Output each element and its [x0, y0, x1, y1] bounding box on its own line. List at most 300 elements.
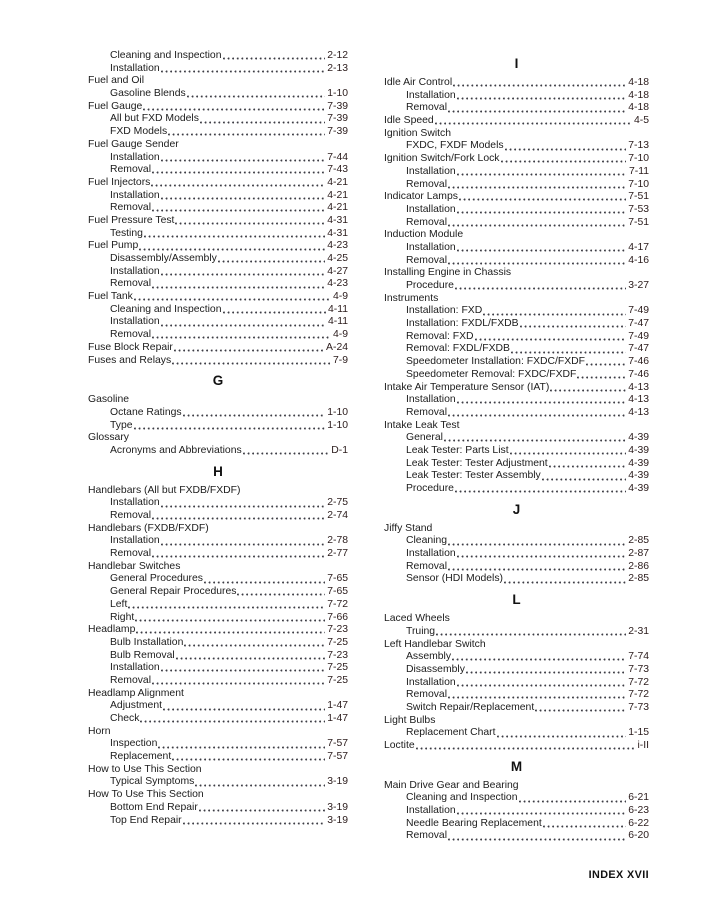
entry-label: Removal — [406, 830, 447, 842]
entry-label: Headlamp — [88, 624, 136, 636]
entry-label: Induction Module — [384, 229, 464, 241]
entry-page-number: 7-23 — [327, 624, 348, 636]
index-entry — [88, 253, 348, 266]
index-entry — [88, 278, 348, 291]
entry-label: Disassembly — [406, 663, 465, 675]
dot-leader — [511, 351, 626, 354]
index-group-heading — [384, 293, 649, 306]
entry-label: Main Drive Gear and Bearing — [384, 779, 519, 791]
index-entry — [384, 382, 649, 395]
entry-label: Sensor (HDI Models) — [406, 573, 504, 585]
index-entry — [88, 342, 348, 355]
index-entry — [88, 420, 348, 433]
index-group-heading — [88, 561, 348, 574]
section-letter: L — [512, 592, 521, 608]
entry-label: Needle Bearing Replacement — [406, 817, 542, 829]
entry-page-number: 7-65 — [327, 573, 348, 585]
entry-label: Removal — [110, 278, 151, 290]
entry-page-number: 7-47 — [628, 343, 649, 355]
entry-page-number: 4-11 — [327, 316, 348, 328]
entry-label: Procedure — [406, 280, 454, 291]
entry-label: Gasoline Blends — [110, 88, 186, 100]
entry-page-number: 4-31 — [327, 214, 348, 226]
index-entry — [384, 664, 649, 677]
index-entry — [88, 101, 348, 114]
entry-label: Replacement — [110, 751, 172, 763]
entry-page-number: 2-85 — [628, 573, 649, 585]
entry-label: Removal — [110, 202, 151, 214]
entry-label: Installation — [110, 497, 160, 509]
index-entry — [88, 304, 348, 317]
index-group-heading — [88, 485, 348, 498]
entry-page-number: 7-9 — [332, 354, 348, 366]
entry-page-number: 7-25 — [327, 662, 348, 674]
index-entry — [88, 240, 348, 253]
entry-page-number: 4-23 — [327, 278, 348, 290]
dot-leader — [448, 186, 626, 189]
dot-leader — [243, 452, 330, 455]
entry-page-number: 4-39 — [628, 470, 649, 482]
dot-leader — [161, 543, 326, 546]
index-entry — [384, 356, 649, 369]
index-entry — [88, 202, 348, 215]
entry-page-number: 3-19 — [327, 801, 348, 813]
entry-page-number: 2-13 — [327, 62, 348, 74]
index-entry — [88, 535, 348, 548]
dot-leader — [459, 198, 626, 201]
index-entry — [88, 700, 348, 713]
index-entry — [384, 727, 649, 740]
entry-page-number: 7-25 — [327, 636, 348, 648]
index-group-heading — [88, 764, 348, 777]
dot-leader — [184, 644, 325, 647]
index-entry — [88, 113, 348, 126]
entry-label: Type — [110, 419, 133, 431]
entry-page-number: 7-10 — [628, 153, 649, 165]
entry-page-number: 4-39 — [628, 444, 649, 456]
index-entry — [384, 140, 649, 153]
entry-page-number: 7-73 — [628, 663, 649, 675]
entry-label: Left — [110, 598, 128, 610]
dot-leader — [475, 338, 627, 341]
dot-leader — [448, 224, 626, 227]
index-entry — [88, 675, 348, 688]
entry-label: Cleaning and Inspection — [110, 50, 222, 61]
entry-label: Handlebar Switches — [88, 560, 181, 572]
dot-leader — [183, 822, 326, 825]
dot-leader — [223, 311, 326, 314]
index-entry — [384, 548, 649, 561]
index-entry — [384, 255, 649, 268]
entry-label: Bottom End Repair — [110, 801, 198, 813]
dot-leader — [140, 720, 325, 723]
index-entry — [384, 818, 649, 831]
dot-leader — [435, 122, 632, 125]
entry-label: Removal — [110, 510, 151, 521]
index-entry — [88, 152, 348, 165]
index-entry — [384, 90, 649, 103]
dot-leader — [200, 121, 325, 124]
index-entry — [384, 626, 649, 639]
entry-label: Removal — [110, 164, 151, 176]
entry-page-number: 7-49 — [628, 305, 649, 317]
dot-leader — [139, 248, 325, 251]
index-entry — [88, 215, 348, 228]
entry-label: All but FXD Models — [110, 113, 199, 125]
page-footer: INDEX XVII — [588, 869, 649, 881]
index-entry — [384, 191, 649, 204]
entry-page-number: 4-39 — [628, 483, 649, 494]
dot-leader — [542, 478, 626, 481]
index-group-heading — [384, 613, 649, 626]
dot-leader — [455, 490, 626, 493]
dot-leader — [448, 568, 626, 571]
entry-page-number: 7-57 — [327, 751, 348, 763]
dot-leader — [519, 800, 627, 803]
entry-page-number: 7-49 — [628, 330, 649, 342]
entry-label: Removal — [406, 254, 447, 266]
dot-leader — [448, 543, 626, 546]
entry-label: Installation — [110, 265, 160, 277]
dot-leader — [168, 133, 325, 136]
index-group-heading — [384, 715, 649, 728]
entry-label: Installing Engine in Chassis — [384, 267, 512, 279]
entry-label: Typical Symptoms — [110, 776, 195, 788]
index-entry — [384, 166, 649, 179]
entry-page-number: 4-13 — [628, 381, 649, 393]
entry-page-number: 6-21 — [628, 792, 649, 804]
entry-page-number: 1-10 — [327, 88, 348, 100]
entry-page-number: 7-51 — [628, 216, 649, 228]
entry-page-number: 1-10 — [327, 406, 348, 418]
entry-label: Installation — [110, 151, 160, 163]
entry-label: Left Handlebar Switch — [384, 638, 486, 650]
entry-page-number: 4-39 — [628, 432, 649, 444]
entry-label: Fuse Block Repair — [88, 341, 173, 353]
dot-leader — [444, 439, 626, 442]
entry-page-number: 4-16 — [628, 254, 649, 266]
entry-label: Removal: FXD — [406, 330, 474, 342]
entry-label: Removal — [110, 329, 151, 341]
entry-label: Removal — [406, 560, 447, 572]
entry-page-number: 4-5 — [633, 115, 649, 127]
index-group-heading — [88, 432, 348, 445]
dot-leader — [161, 669, 326, 672]
index-entry — [384, 369, 649, 382]
entry-page-number: 7-39 — [327, 113, 348, 125]
entry-label: Installation — [406, 241, 456, 253]
entry-label: Check — [110, 713, 140, 724]
entry-page-number: A-24 — [326, 341, 348, 353]
index-entry — [88, 497, 348, 510]
entry-label: Installation — [406, 165, 456, 177]
index-entry — [88, 177, 348, 190]
entry-page-number: 4-25 — [327, 253, 348, 264]
index-group-heading — [384, 523, 649, 536]
index-entry — [384, 318, 649, 331]
entry-page-number: 4-9 — [332, 291, 348, 303]
index-group-heading — [88, 75, 348, 88]
index-entry — [88, 445, 348, 458]
entry-label: Fuel Tank — [88, 291, 133, 303]
index-entry — [88, 164, 348, 177]
entry-page-number: 4-27 — [327, 265, 348, 277]
entry-page-number: 4-21 — [327, 189, 348, 201]
dot-leader — [152, 336, 331, 339]
index-group-heading — [88, 789, 348, 802]
dot-leader — [448, 414, 626, 417]
entry-label: Installation — [406, 676, 456, 688]
entry-page-number: 7-66 — [327, 611, 348, 623]
section-letter: I — [514, 56, 519, 71]
entry-label: Removal — [406, 178, 447, 190]
entry-label: Speedometer Removal: FXDC/FXDF — [406, 368, 577, 380]
entry-page-number: 4-18 — [628, 77, 649, 88]
dot-leader — [543, 825, 626, 828]
entry-page-number: 7-51 — [628, 191, 649, 203]
dot-leader — [134, 427, 326, 430]
index-entry — [384, 394, 649, 407]
entry-label: Bulb Removal — [110, 649, 175, 661]
entry-label: Loctite — [384, 740, 415, 751]
entry-label: Fuel Pressure Test — [88, 214, 175, 226]
dot-leader — [152, 209, 325, 212]
entry-label: Cleaning — [406, 535, 448, 547]
entry-label: Intake Air Temperature Sensor (IAT) — [384, 381, 550, 393]
index-entry — [88, 190, 348, 203]
index-entry — [384, 432, 649, 445]
entry-label: Installation — [406, 203, 456, 215]
entry-page-number: 4-18 — [628, 102, 649, 114]
entry-page-number: 7-46 — [628, 356, 649, 368]
dot-leader — [497, 735, 627, 738]
index-group-heading — [384, 639, 649, 652]
index-entry — [88, 50, 348, 63]
entry-label: Installation — [110, 662, 160, 674]
entry-label: Speedometer Installation: FXDC/FXDF — [406, 356, 586, 368]
entry-label: Installation — [110, 62, 160, 74]
dot-leader — [223, 57, 326, 60]
dot-leader — [172, 758, 325, 761]
index-entry — [384, 343, 649, 356]
entry-page-number: 6-20 — [628, 830, 649, 842]
dot-leader — [457, 211, 627, 214]
dot-leader — [136, 631, 325, 634]
index-entry — [88, 573, 348, 586]
entry-page-number: 2-75 — [327, 497, 348, 509]
dot-leader — [218, 260, 325, 263]
dot-leader — [172, 362, 331, 365]
entry-label: Replacement Chart — [406, 727, 496, 739]
entry-page-number: 7-44 — [327, 151, 348, 163]
entry-label: Installation — [406, 805, 456, 817]
dot-leader — [452, 658, 626, 661]
entry-label: Installation — [406, 548, 456, 560]
entry-page-number: 4-9 — [332, 329, 348, 341]
entry-label: Top End Repair — [110, 814, 182, 826]
entry-page-number: 7-39 — [327, 100, 348, 112]
entry-label: Removal — [406, 406, 447, 418]
index-group-heading — [88, 726, 348, 739]
dot-leader — [455, 287, 626, 290]
index-entry — [384, 407, 649, 420]
index-entry — [384, 204, 649, 217]
index-entry — [88, 63, 348, 76]
entry-label: Inspection — [110, 738, 158, 750]
entry-label: General — [406, 432, 443, 444]
index-entry — [88, 316, 348, 329]
entry-page-number: 7-39 — [327, 126, 348, 138]
entry-page-number: i-II — [637, 740, 649, 751]
entry-page-number: 4-23 — [327, 240, 348, 252]
entry-label: Fuel and Oil — [88, 75, 145, 87]
section-letter: G — [212, 373, 224, 389]
entry-label: General Procedures — [110, 573, 203, 585]
dot-leader — [416, 747, 636, 750]
dot-leader — [135, 619, 325, 622]
dot-leader — [151, 184, 325, 187]
dot-leader — [457, 555, 627, 558]
entry-page-number: 4-21 — [327, 202, 348, 214]
dot-leader — [457, 249, 627, 252]
index-entry — [384, 483, 649, 496]
index-entry — [384, 331, 649, 344]
section-letter: M — [510, 758, 523, 774]
entry-label: Installation: FXDL/FXDB — [406, 318, 519, 330]
dot-leader — [176, 657, 326, 660]
entry-page-number: 7-57 — [327, 738, 348, 750]
index-entry — [384, 458, 649, 471]
index-entry — [384, 830, 649, 843]
index-entry — [88, 612, 348, 625]
index-column-left — [88, 50, 348, 827]
entry-label: Fuel Pump — [88, 240, 139, 252]
entry-page-number: 4-17 — [628, 241, 649, 253]
dot-leader — [448, 110, 626, 113]
dot-leader — [161, 324, 326, 327]
index-entry — [384, 573, 649, 586]
index-entry — [88, 802, 348, 815]
index-entry — [88, 624, 348, 637]
entry-page-number: 7-47 — [628, 318, 649, 330]
entry-label: Indicator Lamps — [384, 191, 458, 203]
dot-leader — [152, 555, 325, 558]
index-group-heading — [384, 780, 649, 793]
entry-label: Glossary — [88, 432, 129, 444]
dot-leader — [586, 363, 626, 366]
index-entry — [384, 677, 649, 690]
entry-label: Installation — [406, 89, 456, 101]
entry-label: Ignition Switch — [384, 127, 451, 139]
entry-page-number: 7-72 — [628, 689, 649, 701]
dot-leader — [144, 235, 325, 238]
entry-label: Truing — [406, 625, 436, 637]
entry-label: Adjustment — [110, 700, 162, 712]
entry-label: Leak Tester: Tester Adjustment — [406, 457, 548, 469]
entry-page-number: 4-39 — [628, 457, 649, 469]
section-letter: J — [512, 501, 521, 517]
index-entry — [88, 815, 348, 828]
dot-leader — [161, 159, 326, 162]
entry-page-number: 3-19 — [327, 814, 348, 826]
index-group-heading — [384, 128, 649, 141]
dot-leader — [457, 401, 627, 404]
entry-label: Horn — [88, 725, 111, 737]
entry-page-number: 2-87 — [628, 548, 649, 560]
entry-label: Fuel Injectors — [88, 176, 151, 188]
entry-page-number: 2-86 — [628, 560, 649, 572]
entry-label: Light Bulbs — [384, 714, 436, 726]
entry-page-number: 7-25 — [327, 674, 348, 686]
entry-page-number: 4-21 — [327, 176, 348, 188]
entry-page-number: 1-10 — [327, 419, 348, 431]
entry-label: Bulb Installation — [110, 636, 184, 648]
index-entry — [384, 77, 649, 90]
dot-leader — [161, 197, 326, 200]
index-entry — [384, 179, 649, 192]
dot-leader — [195, 784, 325, 787]
index-group-heading — [384, 267, 649, 280]
index-group-heading — [88, 394, 348, 407]
dot-leader — [457, 812, 627, 815]
entry-label: Idle Speed — [384, 115, 434, 127]
dot-leader — [187, 95, 326, 98]
dot-leader — [204, 581, 325, 584]
index-entry — [88, 713, 348, 726]
index-entry — [88, 266, 348, 279]
dot-leader — [134, 298, 331, 301]
entry-label: Laced Wheels — [384, 613, 450, 625]
entry-page-number: 1-47 — [327, 713, 348, 724]
entry-page-number: 2-77 — [327, 548, 348, 560]
entry-label: Instruments — [384, 292, 439, 304]
index-entry — [88, 291, 348, 304]
entry-page-number: 4-13 — [628, 406, 649, 418]
entry-label: Removal — [406, 689, 447, 701]
dot-leader — [161, 70, 326, 73]
entry-page-number: 7-10 — [628, 178, 649, 190]
entry-label: Installation — [110, 189, 160, 201]
index-entry — [384, 153, 649, 166]
dot-leader — [183, 414, 326, 417]
entry-page-number: 4-11 — [327, 303, 348, 315]
entry-label: Removal — [406, 216, 447, 228]
entry-page-number: D-1 — [331, 444, 348, 456]
entry-page-number: 2-85 — [628, 535, 649, 547]
index-entry — [88, 88, 348, 101]
entry-page-number: 7-53 — [628, 203, 649, 215]
entry-page-number: 7-74 — [628, 651, 649, 663]
entry-label: Disassembly/Assembly — [110, 253, 217, 264]
entry-page-number: 7-73 — [628, 701, 649, 713]
index-entry — [384, 535, 649, 548]
entry-label: Octane Ratings — [110, 406, 182, 418]
entry-page-number: 2-12 — [327, 50, 348, 61]
dot-leader — [163, 708, 325, 711]
index-group-heading — [88, 688, 348, 701]
entry-page-number: 7-46 — [628, 368, 649, 380]
dot-leader — [152, 171, 325, 174]
index-entry — [88, 355, 348, 368]
index-entry — [88, 599, 348, 612]
dot-leader — [520, 325, 627, 328]
dot-leader — [199, 809, 325, 812]
dot-leader — [448, 696, 626, 699]
dot-leader — [466, 671, 626, 674]
dot-leader — [577, 376, 626, 379]
index-column-right — [384, 50, 649, 843]
index-entry — [88, 776, 348, 789]
